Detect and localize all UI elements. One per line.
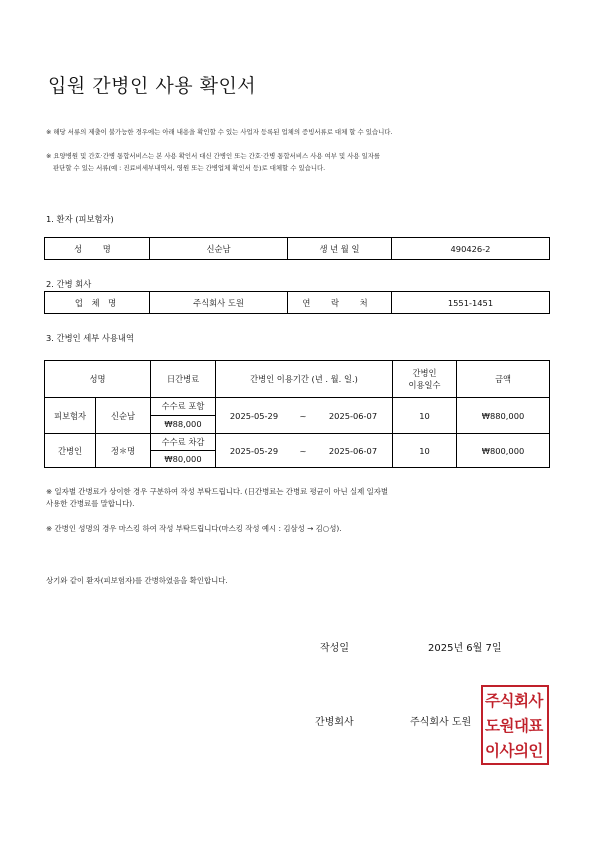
- footnote-1-cont: 사용한 간병료를 말합니다).: [46, 499, 135, 508]
- row-daily: [151, 434, 216, 468]
- date-value: 2025년 6월 7일: [428, 643, 502, 654]
- company-name-label: 업 체 명: [45, 292, 150, 314]
- usage-table: [44, 360, 550, 468]
- notice-2-cont: 판단할 수 있는 서류(예 : 진료비세부내역서, 영원 또는 간병업체 확인서 등)로 대체할 수 있습니다.: [53, 164, 326, 172]
- row-tilde: ~: [292, 434, 314, 468]
- row-name: 신순남: [96, 398, 151, 434]
- row-start-date: 2025-05-29: [216, 434, 293, 468]
- notice-2: ※ 요양병원 및 간호·간병 통합서비스는 본 사용 확인서 대신 간병인 또는 간호·간병 통합서비스 사용 여부 및 사용 일자를: [46, 152, 381, 160]
- company-table: [44, 291, 550, 314]
- row-tilde: ~: [292, 398, 314, 434]
- table-row: [45, 398, 550, 434]
- row-start-date: 2025-05-29: [216, 398, 293, 434]
- company-contact-label: 연 락 처: [288, 292, 392, 314]
- patient-table: [44, 237, 550, 260]
- date-label: 작성일: [320, 643, 349, 654]
- row-role: 간병인: [45, 434, 96, 468]
- fee-note: 수수료 차감: [161, 437, 205, 447]
- section-usage-heading: 3. 간병인 세부 사용내역: [46, 333, 134, 343]
- header-daily: 日간병료: [151, 361, 216, 398]
- row-days: 10: [393, 398, 457, 434]
- header-amount: 금액: [457, 361, 550, 398]
- daily-amount: ₩80,000: [151, 450, 215, 467]
- company-sign-value: 주식회사 도원: [410, 717, 472, 728]
- patient-name-label: 성 명: [45, 238, 150, 260]
- patient-dob-label: 생 년 월 일: [288, 238, 392, 260]
- company-name-value: 주식회사 도원: [150, 292, 288, 314]
- row-role: 피보험자: [45, 398, 96, 434]
- header-days: 간병인 이용일수: [393, 361, 457, 398]
- section-company-heading: 2. 간병 회사: [46, 279, 92, 289]
- row-name: 정＊명: [96, 434, 151, 468]
- company-sign-label: 간병회사: [315, 717, 354, 728]
- document-title: 입원 간병인 사용 확인서: [48, 75, 257, 97]
- row-days: 10: [393, 434, 457, 468]
- footnote-2: ※ 간병인 성명의 경우 마스킹 하여 작성 부탁드립니다(마스킹 작성 예시 : 김삼성 → 김○성).: [46, 524, 342, 533]
- table-row: [45, 434, 550, 468]
- row-amount: ₩880,000: [457, 398, 550, 434]
- company-seal-stamp: 주식회사 도원대표 이사의인: [481, 685, 549, 765]
- footnote-1: ※ 일자별 간병료가 상이한 경우 구분하여 작성 부탁드립니다. (日간병료는 간병료 평균이 아닌 실제 일자별: [46, 487, 389, 496]
- row-end-date: 2025-06-07: [314, 434, 393, 468]
- row-amount: ₩800,000: [457, 434, 550, 468]
- row-end-date: 2025-06-07: [314, 398, 393, 434]
- company-contact-value: 1551-1451: [392, 292, 550, 314]
- fee-note: 수수료 포함: [161, 401, 205, 411]
- header-name: 성명: [45, 361, 151, 398]
- row-daily: [151, 398, 216, 434]
- daily-amount: ₩88,000: [151, 415, 215, 433]
- patient-name-value: 신순남: [150, 238, 288, 260]
- notice-1: ※ 해당 서류의 제출이 불가능한 경우에는 아래 내용을 확인할 수 있는 사업자 등록된 업체의 증빙서류로 대체 할 수 있습니다.: [46, 128, 393, 136]
- section-patient-heading: 1. 환자 (피보험자): [46, 214, 114, 224]
- patient-dob-value: 490426-2: [392, 238, 550, 260]
- header-period: 간병인 이용기간 (년 . 월. 일.): [216, 361, 393, 398]
- confirmation-text: 상기와 같이 환자(피보험자)를 간병하였음을 확인합니다.: [46, 576, 228, 585]
